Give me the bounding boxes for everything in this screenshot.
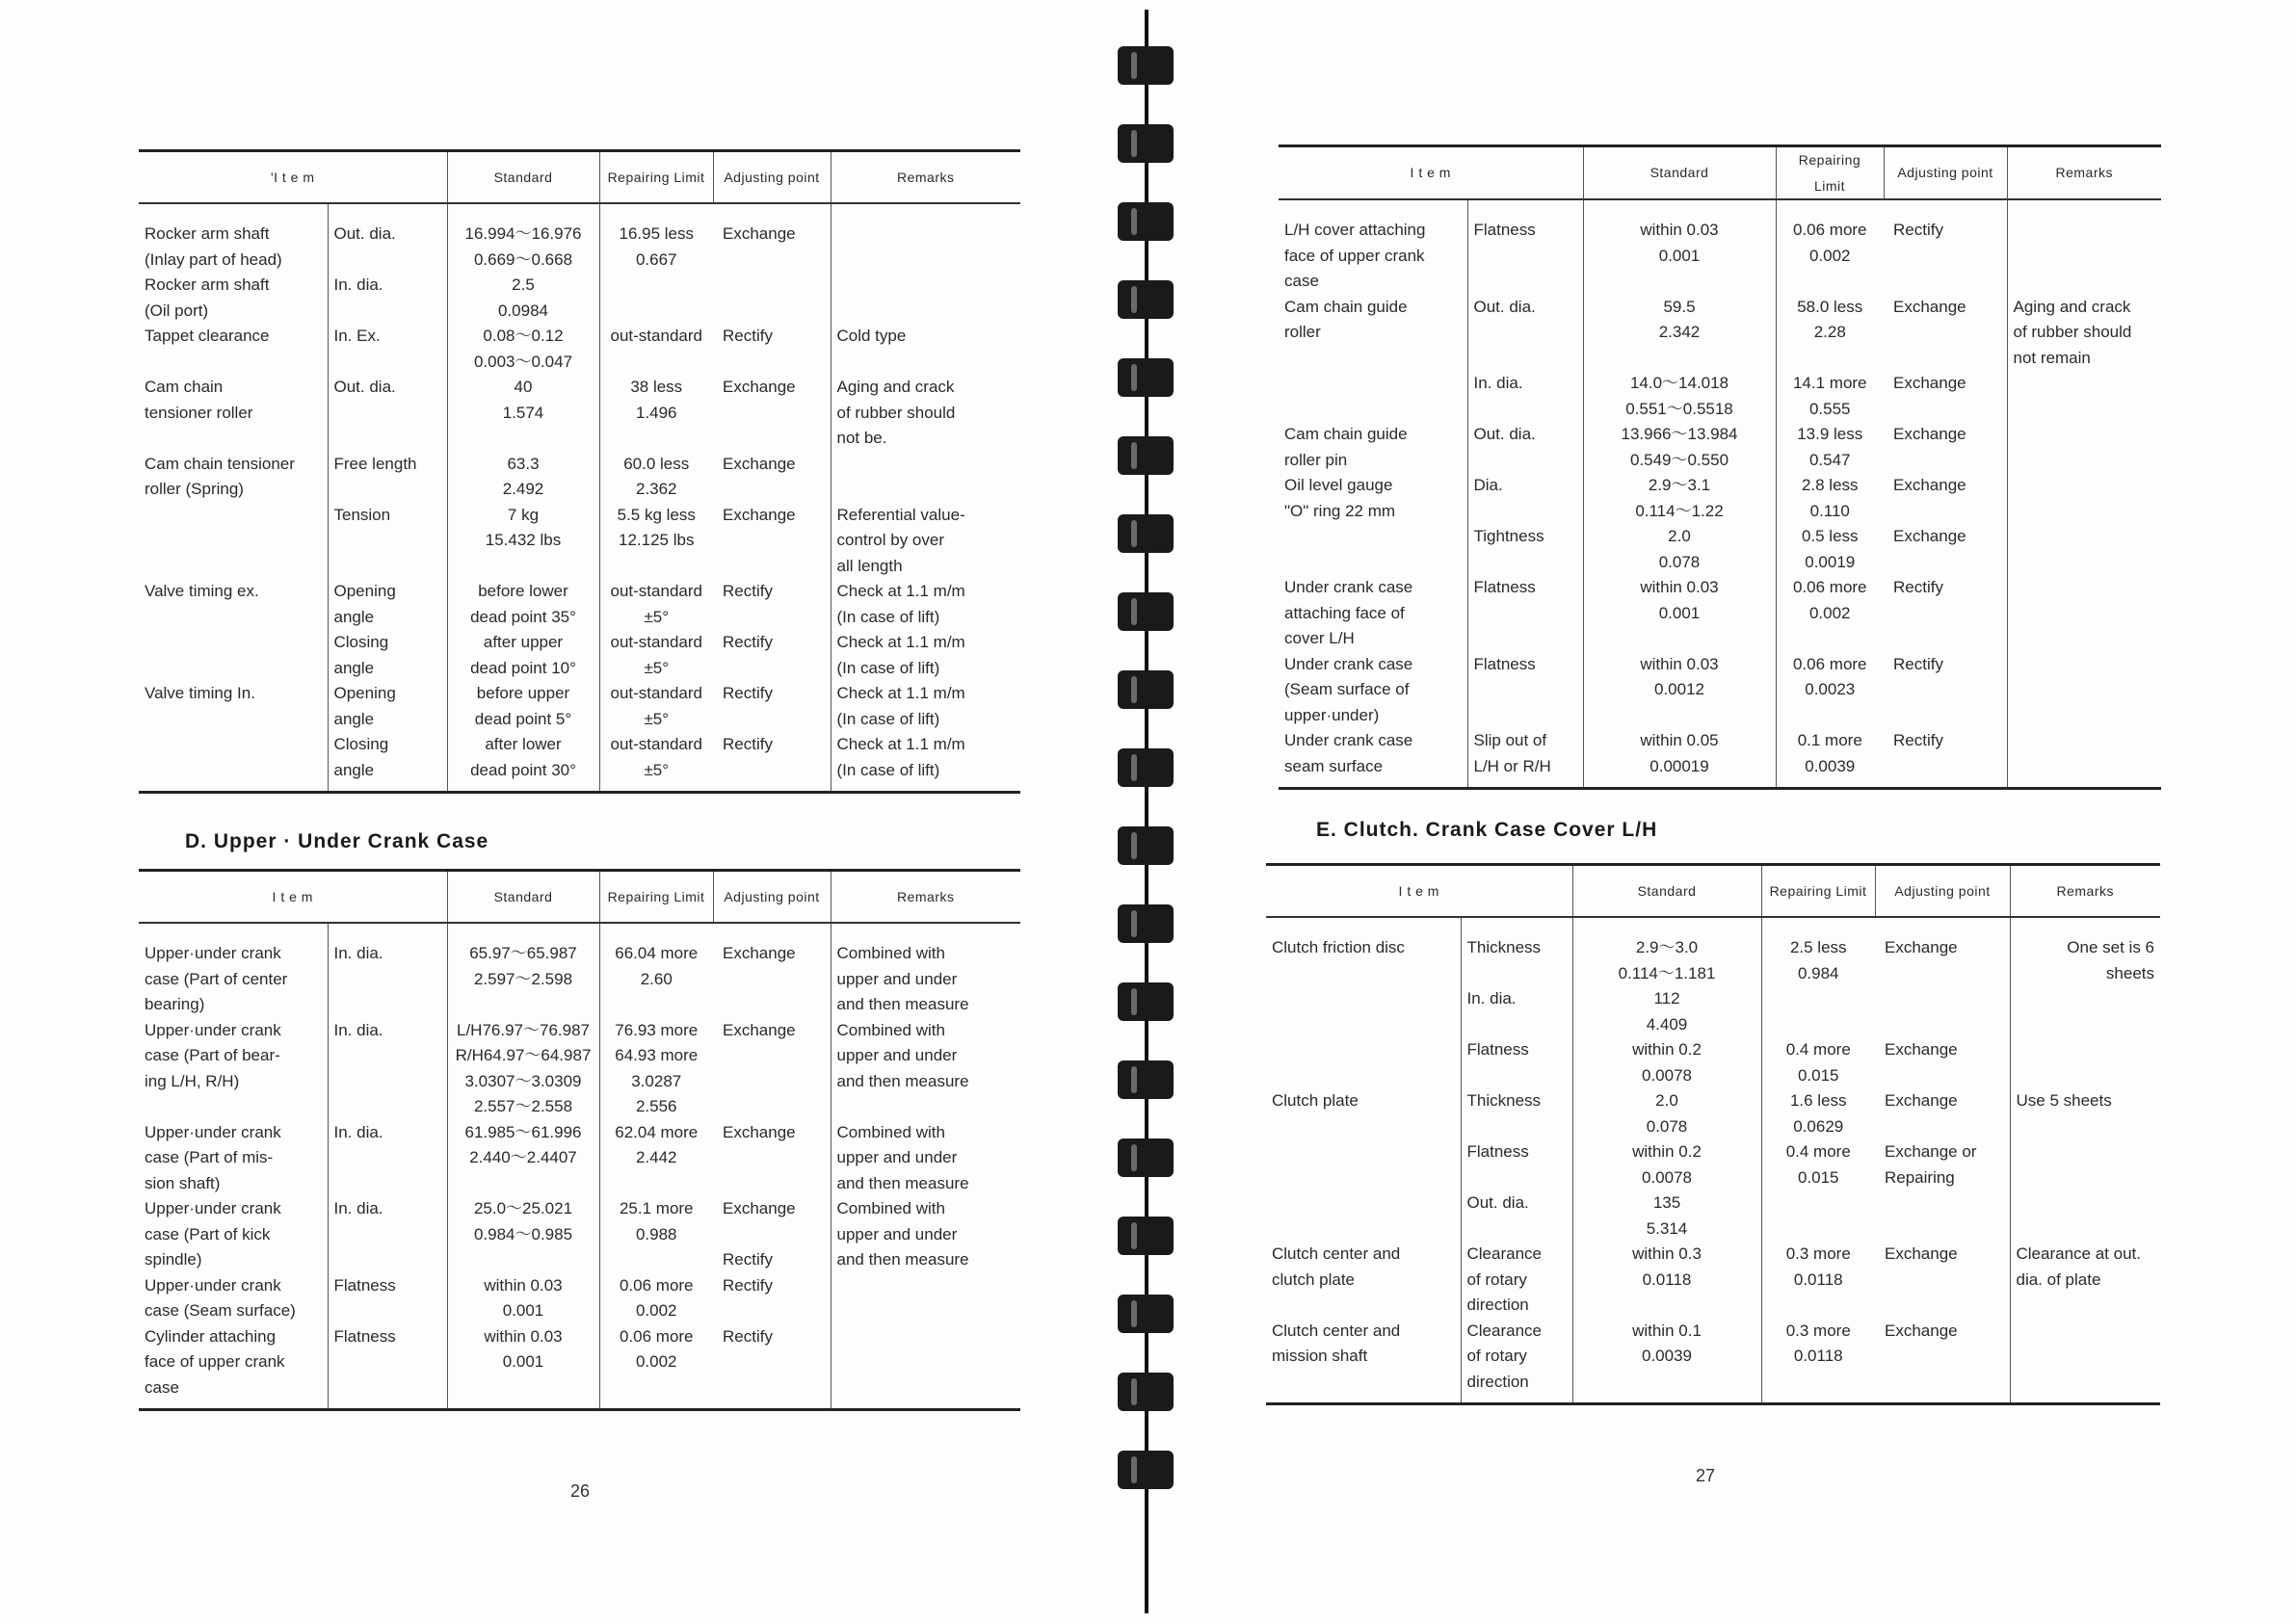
cell-item: Clutch center and mission shaft xyxy=(1272,1321,1401,1365)
cell-sub: In. dia. xyxy=(1467,371,1583,422)
cell-adj: Exchange xyxy=(723,944,796,962)
cell-item: Clutch plate xyxy=(1272,1091,1359,1110)
cell-lim: 2.8 less 0.110 xyxy=(1776,473,1884,524)
cell-adj: Exchange xyxy=(1893,527,1966,545)
cell-adj: Exchange xyxy=(1885,1040,1958,1059)
cell-item xyxy=(139,503,328,580)
table-row xyxy=(1266,1139,2160,1191)
cell-rem xyxy=(2010,1037,2160,1088)
cell-std: before lower dead point 35° xyxy=(447,579,599,630)
cell-std: 40 1.574 xyxy=(447,375,599,452)
column-header: I t e m xyxy=(139,871,447,924)
cell-item: Cam chain guide roller xyxy=(1284,297,1408,341)
column-header: Remarks xyxy=(831,151,1020,204)
cell-rem xyxy=(2007,371,2161,422)
cell-rem xyxy=(2010,1319,2160,1404)
column-header: Adjusting point xyxy=(713,871,831,924)
cell-sub: Out. dia. xyxy=(1467,295,1583,372)
cell-rem: Aging and crack of rubber should not remain xyxy=(2007,295,2161,372)
cell-adj: Exchange xyxy=(723,454,796,473)
cell-lim: 60.0 less 2.362 xyxy=(599,452,713,503)
table-row xyxy=(139,375,1020,452)
cell-item: Rocker arm shaft (Oil port) xyxy=(145,275,270,320)
cell-sub: Dia. xyxy=(1467,473,1583,524)
table-row xyxy=(1266,1088,2160,1139)
cell-sub: Out. dia. xyxy=(328,375,447,452)
cell-rem: Combined with upper and under and then measure xyxy=(831,1018,1020,1120)
cell-lim: 14.1 more 0.555 xyxy=(1776,371,1884,422)
table-row xyxy=(139,1196,1020,1273)
column-header: Repairing Limit xyxy=(1776,146,1884,200)
column-header: Standard xyxy=(447,151,599,204)
cell-item: Under crank case seam surface xyxy=(1284,731,1413,775)
cell-sub: Flatness xyxy=(1467,652,1583,729)
cell-item xyxy=(1279,371,1467,422)
cell-adj: Rectify xyxy=(723,633,773,651)
cell-item: Upper·under crank case (Part of kick spindle) xyxy=(145,1199,281,1269)
cell-lim: 0.4 more 0.015 xyxy=(1761,1037,1875,1088)
cell-lim: 5.5 kg less 12.125 lbs xyxy=(599,503,713,580)
table-row xyxy=(1279,524,2161,575)
cell-sub: In. Ex. xyxy=(328,324,447,375)
cell-rem: Clearance at out. dia. of plate xyxy=(2010,1242,2160,1319)
cell-lim: 62.04 more 2.442 xyxy=(599,1120,713,1197)
cell-adj: Exchange xyxy=(723,1122,796,1141)
cell-rem: Check at 1.1 m/m (In case of lift) xyxy=(831,579,1020,630)
column-header: Remarks xyxy=(2010,865,2160,918)
cell-std: within 0.03 0.0012 xyxy=(1583,652,1776,729)
cell-std: L/H76.97～76.987 R/H64.97～64.987 3.0307～3.0309 2.557～2.558 xyxy=(447,1018,599,1120)
cell-lim: out-standard ±5° xyxy=(599,579,713,630)
cell-lim: out-standard ±5° xyxy=(599,681,713,732)
cell-lim: 16.95 less 0.667 xyxy=(599,203,713,273)
table-row xyxy=(139,1273,1020,1324)
cell-sub: Clearance of rotary direction xyxy=(1461,1319,1572,1404)
cell-std: 61.985～61.996 2.440～2.4407 xyxy=(447,1120,599,1197)
cell-adj: Rectify xyxy=(723,1275,773,1295)
column-header: Standard xyxy=(1572,865,1761,918)
cell-rem xyxy=(2010,986,2160,1037)
cell-item xyxy=(139,732,328,793)
cell-item xyxy=(1266,1037,1461,1088)
cell-sub: In. dia. xyxy=(328,1196,447,1273)
cell-adj: Rectify xyxy=(723,582,773,600)
cell-item: Upper·under crank case (Part of mis- sion shaft) xyxy=(145,1122,281,1192)
cell-std: after lower dead point 30° xyxy=(447,732,599,793)
cell-item: Upper·under crank case (Seam surface) xyxy=(145,1275,296,1320)
cell-item: Cam chain tensioner roller xyxy=(145,378,253,422)
table-row xyxy=(139,923,1020,1018)
crank-case-spec-table xyxy=(139,869,1020,1411)
cell-sub: Closing angle xyxy=(328,630,447,681)
cell-std: 65.97～65.987 2.597～2.598 xyxy=(447,923,599,1018)
cell-rem xyxy=(2007,473,2161,524)
cell-std: 63.3 2.492 xyxy=(447,452,599,503)
cell-rem xyxy=(2007,652,2161,729)
section-d-title: D. Upper · Under Crank Case xyxy=(185,830,489,852)
cell-sub: Flatness xyxy=(1461,1037,1572,1088)
table-row xyxy=(1279,728,2161,789)
table-row xyxy=(1279,575,2161,652)
cell-rem xyxy=(2007,422,2161,473)
cell-rem: Combined with upper and under and then measure xyxy=(831,1120,1020,1197)
cell-adj: Exchange xyxy=(723,378,796,396)
cell-rem xyxy=(831,1273,1020,1324)
table-row xyxy=(1266,917,2160,986)
cell-lim: 0.06 more 0.002 xyxy=(599,1273,713,1324)
cell-sub: Thickness xyxy=(1461,1088,1572,1139)
cell-std: within 0.05 0.00019 xyxy=(1583,728,1776,789)
cell-sub: Thickness xyxy=(1461,917,1572,986)
cell-item xyxy=(1279,524,1467,575)
cell-item xyxy=(139,630,328,681)
table-row xyxy=(1279,652,2161,729)
column-header: Adjusting point xyxy=(1875,865,2010,918)
column-header: I t e m xyxy=(1266,865,1572,918)
cell-std: 112 4.409 xyxy=(1572,986,1761,1037)
cell-rem xyxy=(2010,1191,2160,1242)
cell-sub: Out. dia. xyxy=(1467,422,1583,473)
cell-rem xyxy=(2007,199,2161,295)
cell-item: Clutch friction disc xyxy=(1272,938,1405,956)
cell-adj: Exchange xyxy=(1885,1091,1958,1110)
cell-lim xyxy=(1761,1191,1875,1242)
column-header: I t e m xyxy=(1279,146,1583,200)
table-row xyxy=(1266,1242,2160,1319)
cell-std: 2.9～3.0 0.114～1.181 xyxy=(1572,917,1761,986)
column-header: Remarks xyxy=(2007,146,2161,200)
cell-sub: Opening angle xyxy=(328,681,447,732)
cell-lim: 0.06 more 0.0023 xyxy=(1776,652,1884,729)
cell-std: after upper dead point 10° xyxy=(447,630,599,681)
cell-adj: Rectify xyxy=(723,735,773,753)
table-row xyxy=(1279,371,2161,422)
cell-std: within 0.2 0.0078 xyxy=(1572,1139,1761,1191)
cell-std: 59.5 2.342 xyxy=(1583,295,1776,372)
cell-item: Clutch center and clutch plate xyxy=(1272,1244,1401,1289)
cell-rem: Combined with upper and under and then measure xyxy=(831,1196,1020,1273)
cell-adj: Exchange xyxy=(723,505,796,524)
cell-item: Valve timing In. xyxy=(145,684,255,702)
cell-lim xyxy=(1761,986,1875,1037)
cell-std: 2.0 0.078 xyxy=(1583,524,1776,575)
table-row xyxy=(139,732,1020,793)
cell-std: 135 5.314 xyxy=(1572,1191,1761,1242)
cell-lim: 76.93 more 64.93 more 3.0287 2.556 xyxy=(599,1018,713,1120)
cell-lim: 38 less 1.496 xyxy=(599,375,713,452)
cell-item: Rocker arm shaft (Inlay part of head) xyxy=(145,224,282,269)
cell-std: 2.0 0.078 xyxy=(1572,1088,1761,1139)
cell-item xyxy=(1266,1139,1461,1191)
cell-item: Oil level gauge "O" ring 22 mm xyxy=(1284,476,1396,520)
cell-rem xyxy=(831,452,1020,503)
cell-adj: Rectify xyxy=(1893,731,1943,749)
cell-lim: out-standard ±5° xyxy=(599,732,713,793)
cell-item: Cam chain guide roller pin xyxy=(1284,425,1408,469)
cell-adj: Exchange xyxy=(1893,374,1966,392)
column-header: Standard xyxy=(447,871,599,924)
cell-sub: Slip out of L/H or R/H xyxy=(1467,728,1583,789)
cell-lim: 66.04 more 2.60 xyxy=(599,923,713,1018)
table-row xyxy=(1279,295,2161,372)
cell-sub: Out. dia. xyxy=(1461,1191,1572,1242)
cell-lim: 0.4 more 0.015 xyxy=(1761,1139,1875,1191)
table-row xyxy=(139,1324,1020,1410)
cell-std: within 0.03 0.001 xyxy=(447,1324,599,1410)
cell-sub: Flatness xyxy=(1467,199,1583,295)
cell-lim: 0.3 more 0.0118 xyxy=(1761,1242,1875,1319)
cell-adj: Exchange xyxy=(1893,425,1966,443)
cell-lim: 58.0 less 2.28 xyxy=(1776,295,1884,372)
cell-std: within 0.1 0.0039 xyxy=(1572,1319,1761,1404)
cell-std: 13.966～13.984 0.549～0.550 xyxy=(1583,422,1776,473)
cell-std: 0.08～0.12 0.003～0.047 xyxy=(447,324,599,375)
column-header: Standard xyxy=(1583,146,1776,200)
column-header: Remarks xyxy=(831,871,1020,924)
cell-sub: In. dia. xyxy=(328,1018,447,1120)
cell-rem: Check at 1.1 m/m (In case of lift) xyxy=(831,732,1020,793)
column-header: Repairing Limit xyxy=(599,871,713,924)
cell-item xyxy=(1266,1191,1461,1242)
cell-lim: out-standard xyxy=(599,324,713,375)
cell-item: Under crank case attaching face of cover L/H xyxy=(1284,578,1413,647)
page-number-right: 27 xyxy=(1696,1466,1716,1485)
cell-item xyxy=(1266,986,1461,1037)
cell-sub: Out. dia. xyxy=(328,203,447,273)
cell-rem: Combined with upper and under and then measure xyxy=(831,923,1020,1018)
cell-lim: 0.5 less 0.0019 xyxy=(1776,524,1884,575)
left-page xyxy=(0,0,1127,1623)
cell-adj: Exchange xyxy=(1893,476,1966,494)
cell-adj: Exchange xyxy=(723,224,796,243)
clutch-spec-table xyxy=(1266,863,2160,1405)
cell-sub: Clearance of rotary direction xyxy=(1461,1242,1572,1319)
cell-lim: 0.06 more 0.002 xyxy=(599,1324,713,1410)
cell-sub: In. dia. xyxy=(328,273,447,324)
cell-rem: Use 5 sheets xyxy=(2010,1088,2160,1139)
cell-sub: Flatness xyxy=(328,1273,447,1324)
cell-std: 25.0～25.021 0.984～0.985 xyxy=(447,1196,599,1273)
table-row xyxy=(139,203,1020,273)
cell-item: Cylinder attaching face of upper crank case xyxy=(145,1326,285,1397)
table-row xyxy=(1266,986,2160,1037)
cell-rem: Check at 1.1 m/m (In case of lift) xyxy=(831,681,1020,732)
cover-spec-table xyxy=(1279,144,2161,790)
cell-adj: Rectify xyxy=(723,327,773,345)
table-row xyxy=(1266,1319,2160,1404)
cell-std: 2.5 0.0984 xyxy=(447,273,599,324)
valve-spec-table xyxy=(139,149,1020,794)
cell-adj: Exchange xyxy=(1885,1244,1958,1263)
cell-item: Upper·under crank case (Part of center bearing) xyxy=(145,944,288,1013)
table-row xyxy=(1279,199,2161,295)
cell-lim: 2.5 less 0.984 xyxy=(1761,917,1875,986)
cell-sub: Flatness xyxy=(1461,1139,1572,1191)
cell-rem xyxy=(2007,524,2161,575)
cell-std: within 0.2 0.0078 xyxy=(1572,1037,1761,1088)
table-row xyxy=(139,452,1020,503)
cell-rem xyxy=(2007,728,2161,789)
cell-lim xyxy=(599,273,713,324)
cell-adj: Exchange Rectify xyxy=(723,1199,796,1269)
cell-rem xyxy=(831,1324,1020,1410)
cell-std: within 0.03 0.001 xyxy=(447,1273,599,1324)
cell-sub: In. dia. xyxy=(328,923,447,1018)
cell-lim: 25.1 more 0.988 xyxy=(599,1196,713,1273)
column-header: 'I t e m xyxy=(139,151,447,204)
cell-rem xyxy=(2010,1139,2160,1191)
table-row xyxy=(1279,473,2161,524)
cell-item: Under crank case (Seam surface of upper·under) xyxy=(1284,654,1413,724)
cell-adj: Rectify xyxy=(723,1326,773,1346)
right-page xyxy=(1147,0,2296,1623)
cell-adj xyxy=(1875,986,2010,1037)
cell-adj: Exchange xyxy=(723,1020,796,1039)
cell-rem: Cold type xyxy=(831,324,1020,375)
cell-sub: Opening angle xyxy=(328,579,447,630)
table-row xyxy=(139,324,1020,375)
table-row xyxy=(139,273,1020,324)
table-row xyxy=(139,630,1020,681)
cell-lim: 13.9 less 0.547 xyxy=(1776,422,1884,473)
cell-std: within 0.03 0.001 xyxy=(1583,199,1776,295)
table-row xyxy=(139,1018,1020,1120)
cell-item: Upper·under crank case (Part of bear- ing L/H, R/H) xyxy=(145,1020,281,1090)
table-row xyxy=(139,681,1020,732)
cell-std: before upper dead point 5° xyxy=(447,681,599,732)
cell-adj: Exchange xyxy=(1885,1321,1958,1340)
cell-adj xyxy=(713,273,831,324)
cell-adj: Rectify xyxy=(1893,654,1943,673)
table-row xyxy=(139,579,1020,630)
cell-adj: Rectify xyxy=(723,684,773,702)
cell-rem: One set is 6 sheets xyxy=(2010,917,2160,986)
cell-lim: 0.06 more 0.002 xyxy=(1776,199,1884,295)
table-row xyxy=(139,1120,1020,1197)
cell-std: within 0.03 0.001 xyxy=(1583,575,1776,652)
cell-rem xyxy=(831,273,1020,324)
section-e-title: E. Clutch. Crank Case Cover L/H xyxy=(1316,819,1658,841)
cell-rem xyxy=(831,203,1020,273)
cell-std: within 0.3 0.0118 xyxy=(1572,1242,1761,1319)
cell-adj: Exchange or Repairing xyxy=(1885,1142,1977,1187)
column-header: Adjusting point xyxy=(1884,146,2007,200)
table-row xyxy=(1266,1037,2160,1088)
cell-std: 14.0～14.018 0.551～0.5518 xyxy=(1583,371,1776,422)
cell-item: Valve timing ex. xyxy=(145,582,259,600)
cell-std: 2.9～3.1 0.114～1.22 xyxy=(1583,473,1776,524)
cell-lim: 0.06 more 0.002 xyxy=(1776,575,1884,652)
cell-sub: Flatness xyxy=(1467,575,1583,652)
cell-item: L/H cover attaching face of upper crank case xyxy=(1284,221,1426,290)
cell-sub: In. dia. xyxy=(1461,986,1572,1037)
page-number-left: 26 xyxy=(570,1481,591,1501)
column-header: Adjusting point xyxy=(713,151,831,204)
cell-lim: 1.6 less 0.0629 xyxy=(1761,1088,1875,1139)
cell-std: 7 kg 15.432 lbs xyxy=(447,503,599,580)
cell-sub: Free length xyxy=(328,452,447,503)
cell-std: 16.994～16.976 0.669～0.668 xyxy=(447,203,599,273)
cell-rem: Check at 1.1 m/m (In case of lift) xyxy=(831,630,1020,681)
cell-adj: Rectify xyxy=(1893,578,1943,596)
cell-item: Tappet clearance xyxy=(145,327,270,345)
table-row xyxy=(1266,1191,2160,1242)
cell-rem: Aging and crack of rubber should not be. xyxy=(831,375,1020,452)
table-row xyxy=(139,503,1020,580)
column-header: Repairing Limit xyxy=(1761,865,1875,918)
cell-adj: Exchange xyxy=(1885,938,1958,956)
cell-lim: 0.1 more 0.0039 xyxy=(1776,728,1884,789)
cell-sub: In. dia. xyxy=(328,1120,447,1197)
cell-adj xyxy=(1875,1191,2010,1242)
cell-rem: Referential value- control by over all length xyxy=(831,503,1020,580)
cell-sub: Tightness xyxy=(1467,524,1583,575)
cell-sub: Flatness xyxy=(328,1324,447,1410)
cell-adj: Rectify xyxy=(1893,221,1943,239)
cell-sub: Closing angle xyxy=(328,732,447,793)
column-header: Repairing Limit xyxy=(599,151,713,204)
cell-rem xyxy=(2007,575,2161,652)
cell-lim: out-standard ±5° xyxy=(599,630,713,681)
cell-adj: Exchange xyxy=(1893,297,1966,316)
cell-item: Cam chain tensioner roller (Spring) xyxy=(145,454,295,498)
cell-lim: 0.3 more 0.0118 xyxy=(1761,1319,1875,1404)
table-row xyxy=(1279,422,2161,473)
cell-sub: Tension xyxy=(328,503,447,580)
